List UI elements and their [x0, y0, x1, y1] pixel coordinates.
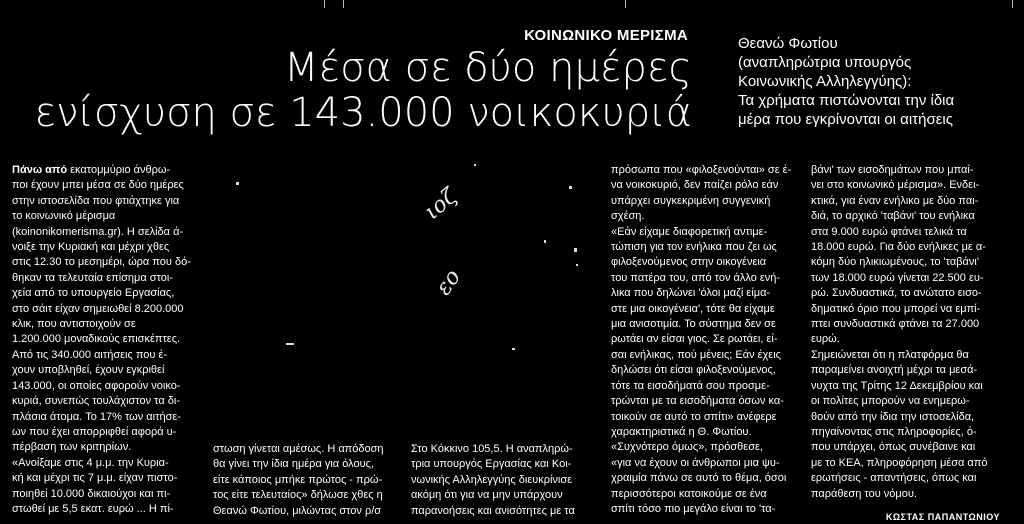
- column-line: τοικούν σε αυτό το σπίτι» ανέφερε: [611, 410, 777, 423]
- column-line: ποι έχουν μπει μέσα σε δύο ημέρες: [12, 179, 184, 192]
- article-column-5: [811, 163, 1011, 524]
- column-line: να νοικοκυριό, δεν παίζει ρόλο εάν: [611, 179, 779, 192]
- subhead-line-4: Τα χρήματα πιστώνονται την ίδια: [738, 92, 955, 109]
- column-line: παραμείνει ανοιχτή μέχρι τα μεσά-: [811, 364, 978, 377]
- column-line: στα 9.000 ευρώ φτάνει τελικά τα: [811, 225, 967, 238]
- column-line: «Εάν είχαμε διαφορετική αντιμε-: [611, 225, 768, 238]
- column-line: χεία από το υπουργείο Εργασίας,: [12, 287, 175, 300]
- column-line: ερωτήσεις - απαντήσεις, όπως και: [811, 472, 977, 485]
- column-line: στωθεί με 5,5 εκατ. ευρώ ... Η πί-: [12, 502, 174, 515]
- column-line: κλικ, που αντιστοιχούν σε: [12, 318, 136, 331]
- column-line: τώπιση για τον ενήλικα που ζει ως: [611, 241, 777, 254]
- column-line: οι πολίτες μπορούν να ενημερω-: [811, 395, 970, 408]
- column-line: πηγαίνοντας στις πληροφορίες, ό-: [811, 425, 977, 438]
- column-line: «Συχνότερο όμως», πρόσθεσε,: [611, 441, 763, 454]
- column-line: τότε τα εισοδήματά σου προσμε-: [611, 379, 770, 392]
- article-column-1: [12, 163, 210, 524]
- column-line: (koinonikomerisma.gr). Η σελίδα ά-: [12, 225, 184, 238]
- column-line: δηματικό όριο που μπορεί να εμπί-: [811, 302, 981, 315]
- column-line: μια ανισοτιμία. Το σύστημα δεν σε: [611, 318, 776, 331]
- photo-speck: [569, 186, 572, 189]
- column-line: χαρακτηριστικά η Θ. Φωτίου.: [611, 425, 752, 438]
- photo-speck: [574, 248, 577, 252]
- photo-speck: [286, 343, 294, 345]
- photo-speck: [576, 264, 578, 266]
- column-line: 18.000 ευρώ. Για δύο ενήλικες με α-: [811, 241, 986, 254]
- column-line: διά, το αρχικό 'ταβάνι' του ενήλικα: [811, 210, 975, 223]
- column-line: σχέση.: [611, 210, 645, 223]
- column-line: είτε κάποιος μπήκε πρώτος - πρώ-: [213, 473, 383, 486]
- column-line: παράθεση του νόμου.: [811, 487, 917, 500]
- column-line: παρανοήσεις και ανισότητες με τα: [411, 504, 575, 517]
- column-line: νοιξε την Κυριακή και μέχρι χθες: [12, 241, 170, 254]
- column-line: νει στο κοινωνικό μέρισμα». Ενδει-: [811, 179, 980, 192]
- column-line: στις 12.30 το μεσημέρι, ώρα που δό-: [12, 256, 191, 269]
- column-line: δηλώσει ότι είσαι φιλοξενούμενος,: [611, 364, 776, 377]
- column-line: των 18.000 ευρώ γίνεται 22.500 ευ-: [811, 271, 984, 284]
- column-line: ευρώ.: [811, 333, 840, 346]
- column-line: πτει συνδυαστικά φτάνει τα 27.000: [811, 318, 980, 331]
- column-line: σπίτι τόσο πιο μεγάλο είναι το 'τα-: [611, 502, 776, 515]
- column-line: στο σάιτ είχαν σημειωθεί 8.200.000: [12, 302, 184, 315]
- photo-speck: [544, 240, 546, 243]
- column-line: χραιμία πάνω σε αυτό το θέμα, όσοι: [611, 472, 787, 485]
- column-line: βάνι' των εισοδημάτων που μπαί-: [811, 164, 974, 176]
- column-line: πρόσωπα που «φιλοξενούνται» σε έ-: [611, 164, 792, 176]
- article-column-2: [213, 442, 407, 524]
- photo-speck: [512, 348, 515, 350]
- column-line: νωνικής Αλληλεγγύης διευκρίνισε: [411, 473, 573, 486]
- column-line: κυριά, συνεπώς τουλάχιστον τα δι-: [12, 395, 180, 408]
- column-line: «Ανοίξαμε στις 4 μ.μ. την Κυρια-: [12, 456, 169, 469]
- article-column-4: [611, 163, 807, 524]
- column-line: θούν από την ίδια την ιστοσελίδα,: [811, 410, 975, 423]
- subhead-line-3: Κοινωνικής Αλληλεγγύης):: [738, 73, 912, 90]
- lead-in: Πάνω από: [12, 164, 68, 176]
- column-line: χουν υποβληθεί, έχουν εγκριθεί: [12, 364, 165, 377]
- column-line: το κοινωνικό μέρισμα: [12, 210, 116, 223]
- headline-line-1: Μέσα σε δύο ημέρες: [284, 45, 692, 91]
- column-line: φιλοξενούμενος στην οικογένεια: [611, 256, 767, 269]
- subhead-line-2: (αναπληρώτρια υπουργός: [738, 54, 912, 71]
- column-line: ακόμη ότι για να μην υπάρχουν: [411, 489, 563, 502]
- column-line: κόμη δύο ηλικιωμένους, το 'ταβάνι': [811, 256, 979, 269]
- column-line: που υπάρχει, όπως συνέβαινε και: [811, 441, 976, 454]
- section-label: ΚΟΙΝΩΝΙΚΟ ΜΕΡΙΣΜΑ: [524, 27, 688, 44]
- photo-scribble: εο: [431, 265, 466, 300]
- column-line: ρωτάει αν είσαι γιος. Σε ρωτάει, εί-: [611, 333, 778, 346]
- subhead-line-1: Θεανώ Φωτίου: [738, 35, 838, 52]
- column-line: Από τις 340.000 αιτήσεις που έ-: [12, 348, 168, 361]
- column-line: πλάσια άτομα. Το 17% των αιτήσε-: [12, 410, 181, 423]
- column-line: τρια υπουργός Εργασίας και Κοι-: [411, 458, 572, 471]
- column-line: με το ΚΕΑ, πληροφόρηση μέσα από: [811, 456, 988, 469]
- headline-line-2: ενίσχυση σε 143.000 νοικοκυριά: [34, 90, 692, 136]
- column-line: τρώνται με τα εισοδήματα όσων κα-: [611, 395, 784, 408]
- column-line: στην ιστοσελίδα που φτιάχτηκε για: [12, 194, 180, 207]
- column-line: 143.000, οι οποίες αφορούν νοικο-: [12, 379, 181, 392]
- column-line: «για να έχουν οι άνθρωποι μια ψυ-: [611, 456, 780, 469]
- column-line: κή και μέχρι τις 7 μ.μ. είχαν πιστο-: [12, 472, 178, 485]
- column-line: Πάνω από εκατομμύριο άνθρω-: [12, 164, 171, 176]
- photo-speck: [474, 164, 476, 166]
- column-line: θηκαν τα τελευταία επίσημα στοι-: [12, 271, 173, 284]
- article-column-3: [411, 442, 605, 524]
- subheadline-quote: [738, 34, 1022, 129]
- column-line: Σημειώνεται ότι η πλατφόρμα θα: [811, 348, 969, 361]
- column-line: πέρβαση των κριτηρίων.: [12, 441, 132, 454]
- column-line: ποιηθεί 10.000 δικαιούχοι και πι-: [12, 487, 171, 500]
- column-line: σαι ενήλικας, πού μένεις; Εάν έχεις: [611, 348, 781, 361]
- column-line: υπάρχει συγκεκριμένη συγγενική: [611, 194, 771, 207]
- photo-scribble: ιοζ: [419, 184, 462, 225]
- column-line: 1.200.000 μοναδικούς επισκέπτες.: [12, 333, 181, 346]
- column-line: τος είτε τελευταίος» δήλωσε χθες η: [213, 489, 383, 502]
- author-byline: ΚΩΣΤΑΣ ΠΑΠΑΝΤΩΝΙΟΥ: [885, 512, 1000, 522]
- column-line: του πατέρα του, από τον άλλο ενή-: [611, 271, 781, 284]
- subhead-line-5: μέρα που εγκρίνονται οι αιτήσεις: [738, 111, 953, 128]
- column-line: ρώ. Συνδυαστικά, το ανώτατο εισο-: [811, 287, 982, 300]
- article-photo: [214, 158, 608, 436]
- photo-speck: [236, 182, 239, 185]
- column-line: νυχτα της Τρίτης 12 Δεκεμβρίου και: [811, 379, 983, 392]
- column-line: Στο Κόκκινο 105,5. Η αναπληρώ-: [411, 443, 573, 455]
- column-line: ων που έχει απορριφθεί αφορά υ-: [12, 425, 177, 438]
- column-line: θα γίνει την ίδια ημέρα για όλους,: [213, 458, 374, 471]
- column-line: Θεανώ Φωτίου, μιλώντας στον ρ/σ: [213, 504, 382, 517]
- headline: [0, 46, 692, 136]
- column-line: κτικά, για έναν ενήλικο με δύο παι-: [811, 194, 979, 207]
- column-line: στωση γίνεται αμέσως. Η απόδοση: [213, 443, 384, 455]
- column-line: περισσότεροι κατοικούμε σε ένα: [611, 487, 767, 500]
- column-line: λικα που δηλώνει 'όλοι μαζί είμα-: [611, 287, 771, 300]
- column-line: στε μια οικογένεια', τότε θα είχαμε: [611, 302, 775, 315]
